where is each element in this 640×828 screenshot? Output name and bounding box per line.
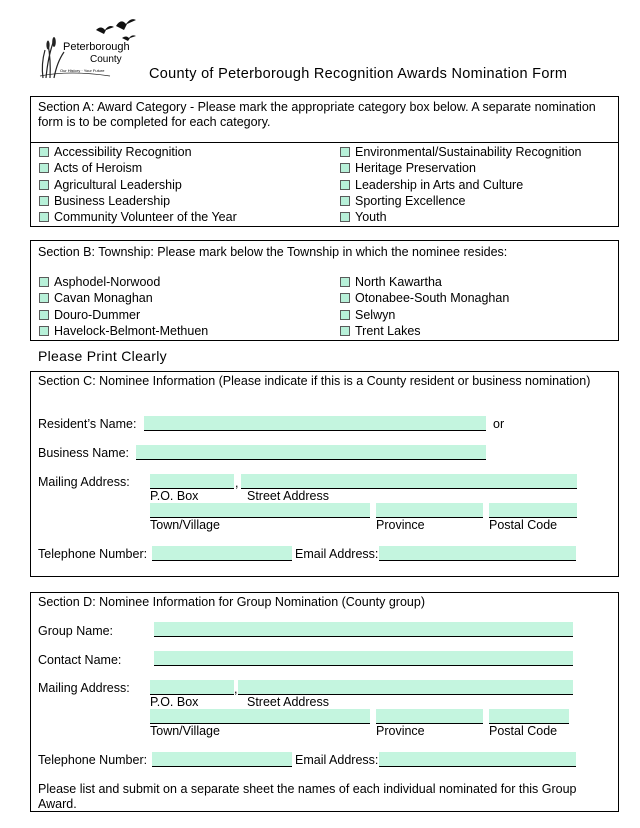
group-email-field[interactable] — [379, 752, 576, 767]
group-town-caption: Town/Village — [150, 724, 220, 738]
award-category-option-checkbox[interactable] — [39, 163, 49, 173]
postal-code-field[interactable] — [489, 503, 577, 518]
award-category-option-label: Leadership in Arts and Culture — [355, 177, 524, 192]
award-category-option-checkbox[interactable] — [39, 196, 49, 206]
section-c-heading: Section C: Nominee Information (Please indicate if this is a County resident or business nomination) — [38, 374, 591, 388]
group-town-field[interactable] — [150, 709, 370, 724]
township-option-label: Trent Lakes — [355, 323, 421, 338]
telephone-field[interactable] — [152, 546, 292, 561]
or-label: or — [493, 417, 505, 431]
po-box-field[interactable] — [150, 474, 234, 489]
award-category-option-label: Youth — [355, 210, 387, 225]
form-title: County of Peterborough Recognition Awards Nomination Form — [149, 66, 568, 82]
telephone-label: Telephone Number: — [38, 547, 148, 561]
township-option-checkbox[interactable] — [340, 293, 350, 303]
email-label: Email Address: — [295, 547, 379, 561]
township-option-checkbox[interactable] — [39, 310, 49, 320]
award-category-option-checkbox[interactable] — [340, 212, 350, 222]
email-field[interactable] — [379, 546, 576, 561]
logo-county: County — [90, 54, 122, 65]
group-telephone-field[interactable] — [152, 752, 292, 767]
group-province-field[interactable] — [376, 709, 483, 724]
township-option-label: Asphodel-Norwood — [54, 275, 161, 289]
contact-name-field[interactable] — [154, 651, 573, 666]
group-address-comma: , — [234, 682, 238, 696]
township-option-checkbox[interactable] — [340, 310, 350, 320]
township-option-label: Otonabee-South Monaghan — [355, 291, 510, 306]
residents-name-field[interactable] — [144, 416, 486, 431]
street-address-caption: Street Address — [247, 489, 329, 503]
address-comma: , — [235, 476, 239, 490]
award-category-option-checkbox[interactable] — [340, 147, 350, 157]
township-option-checkbox[interactable] — [340, 277, 350, 287]
award-category-option-checkbox[interactable] — [340, 180, 350, 190]
township-option-checkbox[interactable] — [39, 326, 49, 336]
group-street-address-field[interactable] — [238, 680, 573, 695]
business-name-field[interactable] — [136, 445, 486, 460]
county-logo — [36, 18, 146, 80]
group-po-box-field[interactable] — [150, 680, 234, 695]
section-b-heading: Section B: Township: Please mark below the Township in which the nominee resides: — [38, 245, 508, 259]
logo-tagline: Our History · Your Future — [60, 68, 105, 73]
section-d-heading: Section D: Nominee Information for Group Nomination (County group) — [38, 595, 425, 609]
group-name-label: Group Name: — [38, 624, 114, 638]
logo-name: Peterborough — [63, 41, 130, 53]
group-email-label: Email Address: — [295, 753, 379, 767]
award-category-option-label: Heritage Preservation — [355, 161, 476, 176]
award-category-option-label: Environmental/Sustainability Recognition — [355, 145, 582, 159]
town-caption: Town/Village — [150, 518, 220, 532]
township-option-label: Cavan Monaghan — [54, 291, 153, 306]
province-caption: Province — [376, 518, 425, 532]
group-telephone-label: Telephone Number: — [38, 753, 148, 767]
township-option-label: Douro-Dummer — [54, 307, 141, 322]
group-award-note: Please list and submit on a separate sheet the names of each individual nominated for this Group Award. — [38, 782, 577, 811]
town-field[interactable] — [150, 503, 370, 518]
township-option-label: North Kawartha — [355, 275, 442, 289]
residents-name-label: Resident’s Name: — [38, 417, 137, 431]
township-option-checkbox[interactable] — [340, 326, 350, 336]
print-clearly-note: Please Print Clearly — [38, 348, 167, 364]
award-category-option-checkbox[interactable] — [340, 163, 350, 173]
award-category-option-label: Sporting Excellence — [355, 193, 466, 208]
business-name-label: Business Name: — [38, 446, 130, 460]
group-postal-code-field[interactable] — [489, 709, 569, 724]
award-category-option-label: Accessibility Recognition — [54, 145, 192, 159]
group-postal-code-caption: Postal Code — [489, 724, 558, 738]
award-category-option-label: Acts of Heroism — [54, 161, 143, 176]
contact-name-label: Contact Name: — [38, 653, 122, 667]
po-box-caption: P.O. Box — [150, 489, 199, 503]
award-category-option-checkbox[interactable] — [39, 212, 49, 222]
township-option-label: Havelock-Belmont-Methuen — [54, 323, 209, 338]
group-name-field[interactable] — [154, 622, 573, 637]
township-option-checkbox[interactable] — [39, 293, 49, 303]
section-a-heading: Section A: Award Category - Please mark the appropriate category box below. A separate nomination form is to be completed for each category. — [38, 100, 596, 129]
award-category-option-label: Community Volunteer of the Year — [54, 210, 237, 225]
province-field[interactable] — [376, 503, 483, 518]
postal-code-caption: Postal Code — [489, 518, 558, 532]
mailing-address-label: Mailing Address: — [38, 475, 130, 489]
street-address-field[interactable] — [241, 474, 577, 489]
award-category-option-checkbox[interactable] — [340, 196, 350, 206]
award-category-option-checkbox[interactable] — [39, 180, 49, 190]
award-category-option-label: Business Leadership — [54, 193, 171, 208]
group-street-address-caption: Street Address — [247, 695, 329, 709]
township-option-label: Selwyn — [355, 307, 396, 322]
award-category-option-checkbox[interactable] — [39, 147, 49, 157]
group-province-caption: Province — [376, 724, 425, 738]
award-category-option-label: Agricultural Leadership — [54, 177, 182, 192]
group-mailing-address-label: Mailing Address: — [38, 681, 130, 695]
township-option-checkbox[interactable] — [39, 277, 49, 287]
group-po-box-caption: P.O. Box — [150, 695, 199, 709]
